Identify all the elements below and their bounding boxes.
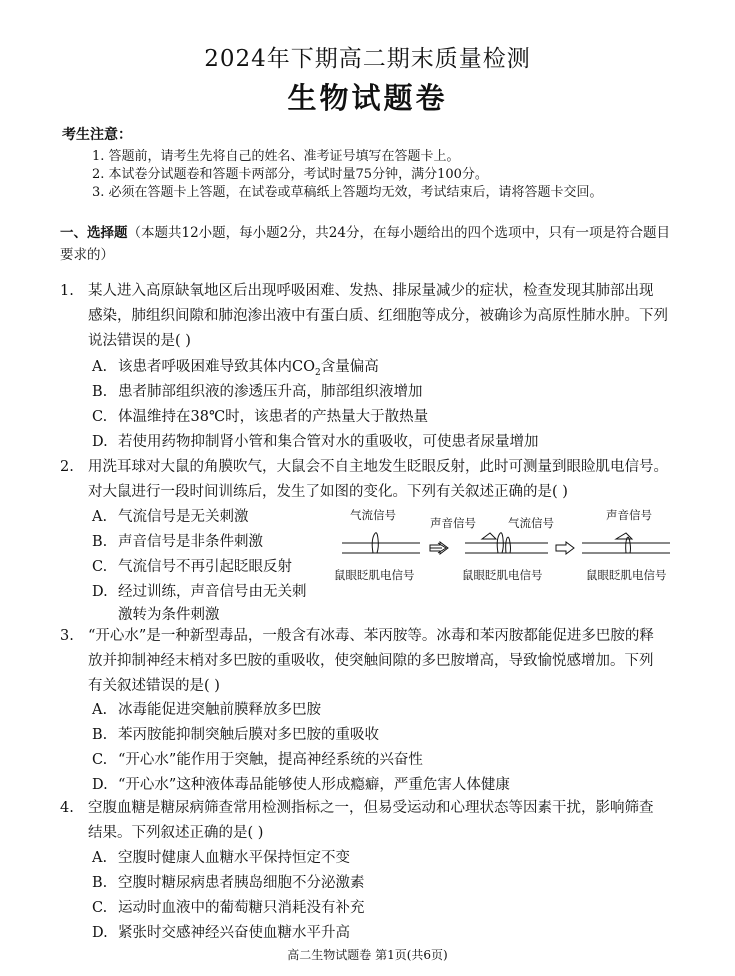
subject-title: 生物试题卷 [287,81,448,115]
panel2-label-emg: 鼠眼眨肌电信号 [462,568,543,582]
option-letter: B. [92,384,108,400]
panel3-speaker-icon [616,533,632,539]
option-letter: D. [92,434,108,450]
question-text-line: 对大鼠进行一段时间训练后，发生了如图的变化。下列有关叙述正确的是( ) [88,484,568,500]
q4-option-c [92,896,365,917]
panel2-label-airflow: 气流信号 [508,516,554,530]
question-number: 2. [60,459,74,475]
notice-item-1: 1. 答题前，请考生先将自己的姓名、准考证号填写在答题卡上。 [92,149,460,164]
panel3-spike-icon [626,537,631,553]
q3-option-d [92,773,510,794]
q2-option-a [92,505,249,526]
question-2 [60,455,690,505]
q2-option-d-cont: 激转为条件刺激 [118,607,220,623]
option-letter: A. [92,509,108,525]
q2-option-d [92,580,307,601]
q1-option-c [92,405,428,426]
q4-option-d [92,921,350,942]
option-text: 气流信号是无关刺激 [118,509,249,525]
section-title: 一、选择题 [60,225,128,241]
option-text: 苯丙胺能抑制突触后膜对多巴胺的重吸收 [118,727,379,743]
q2-option-b [92,530,263,551]
option-letter: C. [92,559,108,575]
option-subscript: 2 [314,367,321,378]
option-text: 患者肺部组织液的渗透压升高，肺部组织液增加 [118,384,423,400]
option-letter: D. [92,925,108,941]
question-text-line: 放并抑制神经末梢对多巴胺的重吸收，使突触间隙的多巴胺增高，导致愉悦感增加。下列 [88,653,654,669]
option-text: 含量偏高 [320,359,379,375]
q2-option-c [92,555,292,576]
option-text: “开心水”能作用于突触，提高神经系统的兴奋性 [118,752,423,768]
panel2-label-sound: 声音信号 [430,516,476,530]
notice-item-3: 3. 必须在答题卡上答题，在试卷或草稿纸上答题均无效，考试结束后，请将答题卡交回。 [92,185,603,200]
question-number: 1. [60,283,74,299]
option-letter: C. [92,900,108,916]
q3-option-c [92,748,423,769]
page-footer: 高二生物试题卷 第1页(共6页) [287,948,448,962]
q4-option-b [92,871,365,892]
option-letter: C. [92,752,108,768]
option-text: “开心水”这种液体毒品能够使人形成瘾癖，严重危害人体健康 [118,777,510,793]
option-text: 若使用药物抑制肾小管和集合管对水的重吸收，可使患者尿量增加 [118,434,539,450]
question-text-line: 有关叙述错误的是( ) [88,678,220,694]
question-text-line: 空腹血糖是糖尿病筛查常用检测指标之一，但易受运动和心理状态等因素干扰，影响筛查 [88,800,654,816]
q3-option-a [92,698,321,719]
notice-item-2: 2. 本试卷分试题卷和答题卡两部分，考试时量75分钟，满分100分。 [92,167,488,182]
option-letter: B. [92,727,108,743]
panel3-label-emg: 鼠眼眨肌电信号 [586,568,667,582]
option-letter: A. [92,359,108,375]
question-text-line: 用洗耳球对大鼠的角膜吹气，大鼠会不自主地发生眨眼反射，此时可测量到眼睑肌电信号。 [88,459,668,475]
option-text: 该患者呼吸困难导致其体内CO [118,359,315,375]
q4-option-a [92,846,350,867]
option-text: 运动时血液中的葡萄糖只消耗没有补充 [118,900,365,916]
question-text-line: 说法错误的是( ) [88,333,191,349]
option-letter: B. [92,534,108,550]
arrow-icon-1 [430,542,448,554]
option-letter: A. [92,850,108,866]
option-letter: D. [92,584,108,600]
panel1-label-emg: 鼠眼眨肌电信号 [334,568,415,582]
panel3-label-sound: 声音信号 [606,508,652,522]
question-number: 4. [60,800,74,816]
option-text: 紧张时交感神经兴奋使血糖水平升高 [118,925,350,941]
option-text: 空腹时糖尿病患者胰岛细胞不分泌激素 [118,875,365,891]
option-letter: A. [92,702,108,718]
option-text: 气流信号不再引起眨眼反射 [118,559,292,575]
q3-option-b [92,723,379,744]
option-text: 冰毒能促进突触前膜释放多巴胺 [118,702,321,718]
option-text: 经过训练，声音信号由无关刺 [118,584,307,600]
question-4 [60,796,690,846]
exam-title: 2024年下期高二期末质量检测 [204,46,531,72]
q1-option-d [92,430,539,451]
section-desc: （本题共12小题，每小题2分，共24分，在每小题给出的四个选项中，只有一项是符合题目要求的） [60,225,670,263]
question-text-line: 结果。下列叙述正确的是( ) [88,825,264,841]
option-letter: D. [92,777,108,793]
option-text: 声音信号是非条件刺激 [118,534,263,550]
option-text: 体温维持在38℃时，该患者的产热量大于散热量 [118,409,429,425]
question-3 [60,624,690,699]
question-number: 3. [60,628,74,644]
option-letter: C. [92,409,108,425]
panel2-spike-icon-2 [506,537,511,553]
section-heading [60,222,680,266]
panel1-label-airflow: 气流信号 [350,508,396,522]
notice-heading: 考生注意： [62,127,132,143]
q1-option-a [92,355,379,378]
blink-reflex-figure [330,505,705,585]
q1-option-b [92,380,423,401]
question-text-line: 感染，肺组织间隙和肺泡渗出液中有蛋白质、红细胞等成分，被确诊为高原性肺水肿。下列 [88,308,668,324]
question-text-line: “开心水”是一种新型毒品，一般含有冰毒、苯丙胺等。冰毒和苯丙胺都能促进多巴胺的释 [88,628,654,644]
option-text: 空腹时健康人血糖水平保持恒定不变 [118,850,350,866]
question-text-line: 某人进入高原缺氧地区后出现呼吸困难、发热、排尿量减少的症状，检查发现其肺部出现 [88,283,654,299]
question-1 [60,279,690,354]
option-letter: B. [92,875,108,891]
panel2-speaker-icon [482,533,496,539]
arrow-icon-2 [556,542,574,554]
